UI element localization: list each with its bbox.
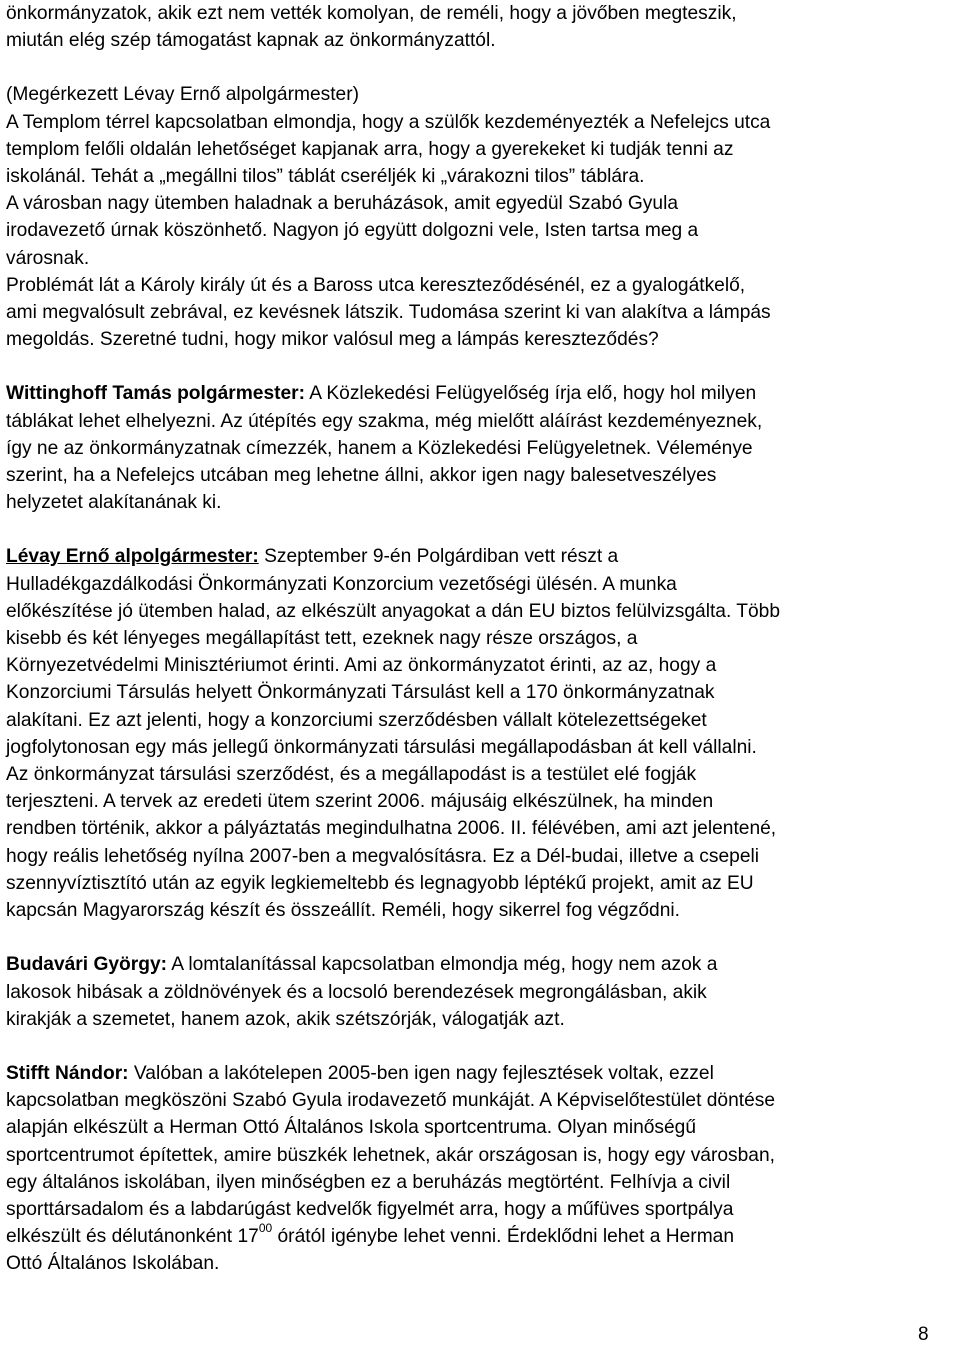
- paragraph-budavari: [6, 951, 956, 1033]
- speech-text: A lomtalanítással kapcsolatban elmondja még, hogy nem azok a lakosok hibásak a zöldnövények és a locsoló berendezések megrongálásban, akik kirakják a szemetet, hanem azok, akik szétszórják, válogatják azt.: [6, 954, 718, 1030]
- speaker-name: Wittinghoff Tamás polgármester:: [6, 383, 306, 405]
- speaker-name: Budavári György:: [6, 954, 168, 976]
- paragraph-gap: [6, 1033, 956, 1060]
- paragraph-stifft-questions: (Megérkezett Lévay Ernő alpolgármester) A Templom térrel kapcsolatban elmondja, hogy a szülők kezdeményezték a Nefelejcs utca templom felőli oldalán lehetőséget kapjanak arra, hogy a gyerekeket ki tudják tenni az iskolánál. Tehát a „megállni tilos” táblát cseréljék ki „várakozni tilos” táblára. A városban nagy ütemben haladnak a beruházások, amit egyedül Szabó Gyula irodavezető úrnak köszönhető. Nagyon jó együtt dolgozni vele, Isten tartsa meg a városnak. Problémát lát a Károly király út és a Baross utca kereszteződésénél, ez a gyalogátkelő, ami megvalósult zebrával, ez kevésnek látszik. Tudomása szerint ki van alakítva a lámpás megoldás. Szeretné tudni, hogy mikor valósul meg a lámpás kereszteződés?: [6, 84, 771, 351]
- speech-text: Valóban a lakótelepen 2005-ben igen nagy fejlesztések voltak, ezzel kapcsolatban megköszöni Szabó Gyula irodavezető munkáját. A Képviselőtestület döntése alapján elkészült a Herman Ottó Általános Iskola sportcentruma. Olyan minőségű sportcentrumot építettek, amire büszkék lehetnek, akár országosan is, hogy egy városban, egy általános iskolában, ilyen minőségben ez a beruházás megtörtént. Felhívja a civil sporttársadalom és a labdarúgást kedvelők figyelmét arra, hogy a műfüves sportpálya elkészült és délutánonként 17: [6, 1062, 776, 1248]
- document-page: [6, 0, 956, 1278]
- paragraph-gap: [6, 353, 956, 380]
- speech-text-tail: órától igénybe lehet venni. Érdeklődni lehet a Herman Ottó Általános Iskolában.: [6, 1226, 735, 1275]
- paragraph-mayor-reply: [6, 380, 956, 516]
- superscript-minutes: 00: [258, 1221, 273, 1236]
- speech-text: Szeptember 9-én Polgárdiban vett részt a Hulladékgazdálkodási Önkormányzati Konzorcium vezetőségi ülésén. A munka előkészítése jó ütemben halad, az elkészült anyagokat a dán EU biztos felülvizsgálta. Több kisebb és két lényeges megállapítást tett, ezeknek nagy része országos, a Környezetvédelmi Minisztériumot érinti. Ami az önkormányzatot érinti, az az, hogy a Konzorciumi Társulás helyett Önkormányzati Társulást kell a 170 önkormányzatnak alakítani. Ez azt jelenti, hogy a konzorciumi szerződésben vállalt kötelezettségeket jogfolytonosan egy más jellegű önkormányzati társulási megállapodásban át kell vállalni. Az önkormányzat társulási szerződést, és a megállapodást is a testület elé fogják terjeszteni. A tervek az eredeti ütem szerint 2006. májusáig elkészülnek, ha minden rendben történik, akkor a pályáztatás megindulhatna 2006. II. félévében, ami azt jelentené, hogy reális lehetőség nyílna 2007-ben a megvalósításra. Ez a Dél-budai, illetve a csepeli szennyvíztisztító után az egyik legkiemeltebb és legnagyobb léptékű projekt, amit az EU kapcsán Magyarország készít és összeállít. Reméli, hogy sikerrel fog végződni.: [6, 546, 781, 922]
- speaker-name: Lévay Ernő alpolgármester:: [6, 546, 259, 568]
- paragraph-gap: [6, 924, 956, 951]
- paragraph-gap: [6, 54, 956, 81]
- page-number: 8: [918, 1324, 929, 1345]
- speech-text: A Közlekedési Felügyelőség írja elő, hogy hol milyen táblákat lehet elhelyezni. Az útépítés egy szakma, még mielőtt aláírást kezdeményeznek, így ne az önkormányzatnak címezzék, hanem a Közlekedési Felügyeletnek. Véleménye szerint, ha a Nefelejcs utcában meg lehetne állni, akkor igen nagy balesetveszélyes helyzetet alakítanának ki.: [6, 383, 763, 514]
- paragraph-gap: [6, 516, 956, 543]
- paragraph-deputy-mayor: [6, 543, 956, 924]
- paragraph-stifft: [6, 1060, 956, 1278]
- paragraph-intro: önkormányzatok, akik ezt nem vették komolyan, de reméli, hogy a jövőben megteszik, miután elég szép támogatást kapnak az önkormányzattól.: [6, 3, 737, 52]
- speaker-name: Stifft Nándor:: [6, 1062, 129, 1084]
